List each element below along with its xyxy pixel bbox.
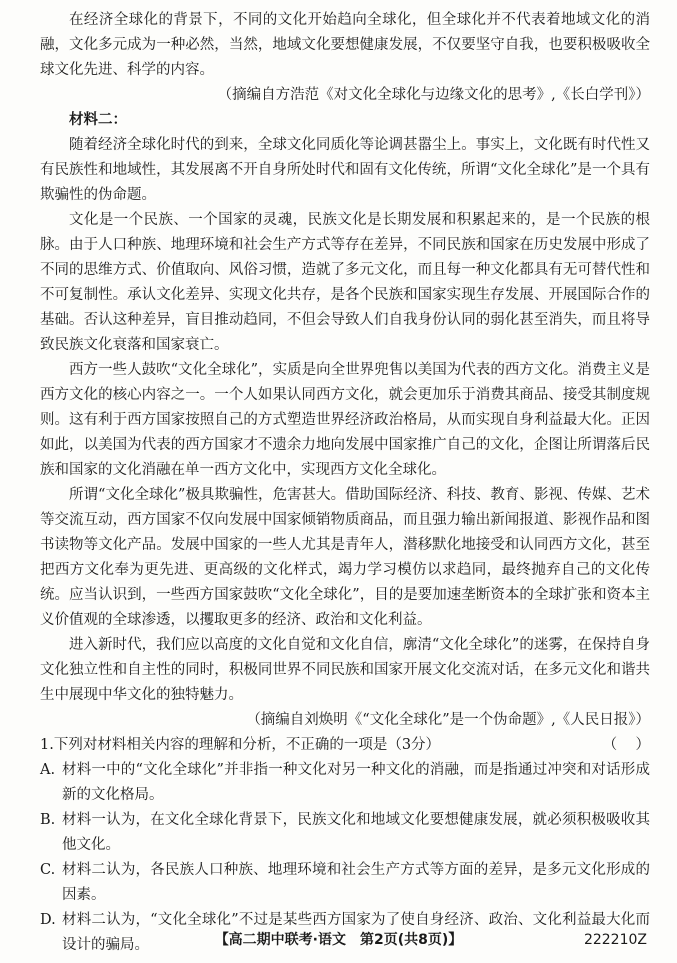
question-1: [40, 733, 650, 958]
question-1-stem-row: [40, 733, 650, 758]
option-d-label: D.: [40, 912, 56, 928]
option-b: [40, 808, 650, 858]
material2-paragraph-1: 随着经济全球化时代的到来，全球文化同质化等论调甚嚣尘上。事实上，文化既有时代性又有民族性和地域性，其发展离不开自身所处时代和固有文化传统，所谓“文化全球化”是一个具有欺骗性的伪命题。: [40, 137, 650, 203]
material2-source: （摘编自刘焕明《“文化全球化”是一个伪命题》,《人民日报》）: [246, 712, 650, 728]
footer-page-info: 【高二期中联考·语文 第2页(共8页)】: [214, 932, 463, 948]
option-b-label: B.: [40, 812, 56, 828]
question-1-stem: 1.下列对材料相关内容的理解和分析，不正确的一项是（3分）: [40, 737, 441, 753]
footer-exam-code: 222210Z: [583, 932, 647, 948]
option-a: [40, 758, 650, 808]
option-c: [40, 858, 650, 908]
material1-paragraph: 在经济全球化的背景下，不同的文化开始趋向全球化，但全球化并不代表着地域文化的消融，文化多元成为一种必然，当然，地域文化要想健康发展，不仅要坚守自我，也要积极吸收全球文化先进、科学的内容。: [40, 12, 650, 78]
material1-source: （摘编自方浩范《对文化全球化与边缘文化的思考》,《长白学刊》）: [217, 87, 650, 103]
option-a-text: 材料一中的“文化全球化”并非指一种文化对另一种文化的消融，而是指通过冲突和对话形成新的文化格局。: [62, 762, 650, 803]
option-d-text: 材料二认为，“文化全球化”不过是某些西方国家为了使自身经济、政治、文化利益最大化而设计的骗局。: [62, 912, 650, 953]
material2-paragraph-5: 进入新时代，我们应以高度的文化自觉和文化自信，廓清“文化全球化”的迷雾，在保持自身文化独立性和自主性的同时，积极同世界不同民族和国家开展文化交流对话，在多元文化和谐共生中展现中华文化的独特魅力。: [40, 637, 650, 703]
page-content: [40, 8, 650, 958]
material2-paragraph-4: 所谓“文化全球化”极具欺骗性，危害甚大。借助国际经济、科技、教育、影视、传媒、艺术等交流互动，西方国家不仅向发展中国家倾销物质商品，而且强力输出新闻报道、影视作品和图书读物等文化产品。发展中国家的一些人尤其是青年人，潜移默化地接受和认同西方文化，甚至把西方文化奉为更先进、更高级的文化样式，竭力学习模仿以求趋同，最终抛弃自己的文化传统。应当认识到，一些西方国家鼓吹“文化全球化”，目的是要加速垄断资本的全球扩张和资本主义价值观的全球渗透，以攫取更多的经济、政治和文化利益。: [40, 487, 650, 628]
material2-title: 材料二：: [69, 112, 127, 128]
option-b-text: 材料一认为，在文化全球化背景下，民族文化和地域文化要想健康发展，就必须积极吸收其他文化。: [62, 812, 650, 853]
material2-paragraph-3: 西方一些人鼓吹“文化全球化”，实质是向全世界兜售以美国为代表的西方文化。消费主义是西方文化的核心内容之一。一个人如果认同西方文化，就会更加乐于消费其商品、接受其制度规则。这有利于西方国家按照自己的方式塑造世界经济政治格局，从而实现自身利益最大化。正因如此，以美国为代表的西方国家才不遗余力地向发展中国家推广自己的文化，企图让所谓落后民族和国家的文化消融在单一西方文化中，实现西方文化全球化。: [40, 362, 650, 478]
option-c-label: C.: [40, 862, 56, 878]
answer-bracket: （ ）: [602, 737, 650, 753]
option-a-label: A.: [40, 762, 56, 778]
material2-paragraph-2: 文化是一个民族、一个国家的灵魂，民族文化是长期发展和积累起来的，是一个民族的根脉。由于人口种族、地理环境和社会生产方式等存在差异，不同民族和国家在历史发展中形成了不同的思维方式、价值取向、风俗习惯，造就了多元文化，而且每一种文化都具有无可替代性和不可复制性。承认文化差异、实现文化共存，是各个民族和国家实现生存发展、开展国际合作的基础。否认这种差异，盲目推动趋同，不但会导致人们自我身份认同的弱化甚至消失，而且将导致民族文化衰落和国家衰亡。: [40, 212, 650, 353]
option-c-text: 材料二认为，各民族人口种族、地理环境和社会生产方式等方面的差异，是多元文化形成的因素。: [62, 862, 650, 903]
